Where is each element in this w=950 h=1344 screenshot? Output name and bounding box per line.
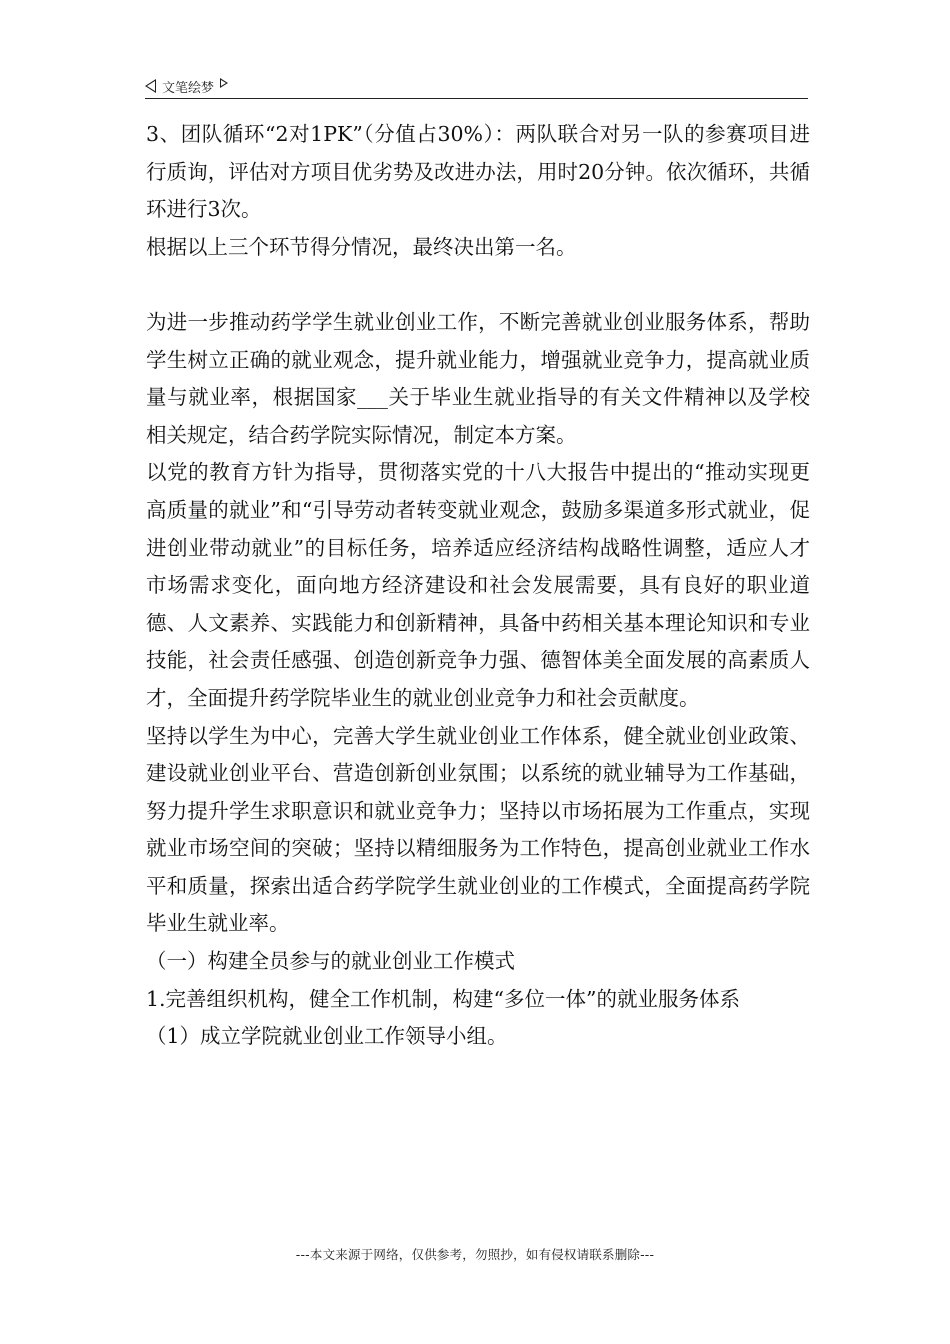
paragraph-spacer bbox=[146, 266, 810, 304]
paragraph-work-approach: 坚持以学生为中心，完善大学生就业创业工作体系，健全就业创业政策、建设就业创业平台、营造创新创业氛围；以系统的就业辅导为工作基础，努力提升学生求职意识和就业竞争力；坚持以市场拓展为工作重点，实现就业市场空间的突破；坚持以精细服务为工作特色，提高创业就业工作水平和质量，探索出适合药学院学生就业创业的工作模式，全面提高药学院毕业生就业率。 bbox=[146, 723, 810, 936]
triangle-right-icon bbox=[220, 78, 228, 88]
list-item-1: （1）成立学院就业创业工作领导小组。 bbox=[146, 1024, 508, 1049]
subsection-heading-1: 1.完善组织机构，健全工作机制，构建“多位一体”的就业服务体系 bbox=[146, 986, 741, 1011]
page-header bbox=[145, 74, 808, 99]
section-heading-1: （一）构建全员参与的就业创业工作模式 bbox=[146, 949, 515, 974]
paragraph-final-ranking: 根据以上三个环节得分情况，最终决出第一名。 bbox=[146, 234, 577, 259]
footer-notice: ---本文来源于网络，仅供参考，勿照抄，如有侵权请联系删除--- bbox=[295, 1247, 655, 1262]
paragraph-guiding-principle: 以党的教育方针为指导，贯彻落实党的十八大报告中提出的“推动实现更高质量的就业”和“引导劳动者转变就业观念，鼓励多渠道多形式就业，促进创业带动就业”的目标任务，培养适应经济结构战略性调整，适应人才市场需求变化，面向地方经济建设和社会发展需要，具有良好的职业道德、人文素养、实践能力和创新精神，具备中药相关基本理论知识和专业技能，社会责任感强、创造创新竞争力强、德智体美全面发展的高素质人才，全面提升药学院毕业生的就业创业竞争力和社会贡献度。 bbox=[146, 460, 810, 710]
triangle-left-icon bbox=[145, 79, 156, 93]
document-body bbox=[146, 116, 810, 1056]
header-title: 文笔绘梦 bbox=[162, 80, 215, 96]
paragraph-team-cycle: 3、团队循环“2对1PK”（分值占30%）：两队联合对另一队的参赛项目进行质询，评估对方项目优劣势及改进办法，用时20分钟。依次循环，共循环进行3次。 bbox=[146, 122, 810, 222]
paragraph-purpose: 为进一步推动药学学生就业创业工作，不断完善就业创业服务体系，帮助学生树立正确的就业观念，提升就业能力，增强就业竞争力，提高就业质量与就业率，根据国家___关于毕业生就业指导的有关文件精神以及学校相关规定，结合药学院实际情况，制定本方案。 bbox=[146, 309, 810, 447]
